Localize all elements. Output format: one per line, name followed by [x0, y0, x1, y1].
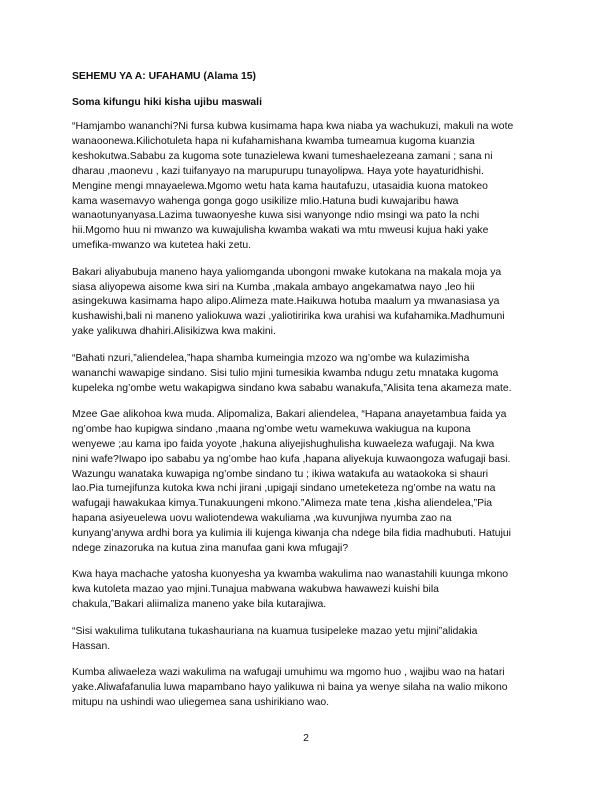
instruction-text: Soma kifungu hiki kisha ujibu maswali — [72, 97, 262, 108]
paragraph-2: Bakari aliyabubuja maneno haya yaliomganda ubongoni mwake kutokana na makala moja ya siasa aliyopewa aisome kwa siri na Kumba ,makala ambayo angekamatwa nayo ,leo hii asingekuwa kasimama hapo alipo.Alimeza mate.Haikuwa hotuba maalum ya mwanasiasa ya kushawishi,bali ni maneno yaliokuwa wazi ,yaliotiririka kwa urahisi wa kufahamika.Madhumuni yake yalikuwa dhahiri.Alisikizwa kwa makini. — [72, 266, 505, 338]
paragraph-5: Kwa haya machache yatosha kuonyesha ya kwamba wakulima nao wanastahili kuunga mkono kwa kutoleta mazao yao mjini.Tunajua mabwana wakubwa hawawezi kuishi bila chakula,”Bakari aliimaliza maneno yake bila kutarajiwa. — [72, 569, 509, 611]
document-page — [72, 70, 544, 722]
page-number: 2 — [303, 733, 309, 744]
paragraph-6: “Sisi wakulima tulikutana tukashauriana na kuamua tusipeleke mazao yetu mjini”alidakia Hassan. — [72, 625, 478, 652]
paragraph-4: Mzee Gae alikohoa kwa muda. Alipomaliza, Bakari aliendelea, “Hapana anayetambua faida ya ng’ombe hao kupigwa sindano ,maana ng’ombe wetu wamekuwa wakiugua na kupona wenyewe ;au kama ipo faida yoyote ,hakuna aliyejishughulisha kuwaeleza wafugaji. Na kwa nini wafe?Iwapo ipo sababu ya ng’ombe hao kufa ,hapana aliyekuja kuwaongoza wafugaji basi. Wazungu wanataka kuwapiga ng’ombe sindano tu ; ikiwa watakufa au wataokoka si shauri lao.Pia tumejifunza kutoka kwa nchi jirani ,upigaji sindano umeteketeza ng’ombe na watu na wafugaji hawakukaa kimya.Tunakuungeni mkono.”Alimeza mate tena ,kisha aliendelea,”Pia hapana asiyeuelewa uovu waliotendewa wakuliama ,wa kuvunjiwa nyumba zao na kunyang’anywa ardhi bora ya kulimia ili kujenga kiwanja cha ndege bila fidia madhubuti. Hatujui ndege zinazoruka na kutua zina manufaa gani kwa mfugaji? — [72, 408, 511, 555]
paragraph-3: “Bahati nzuri,”aliendelea,”hapa shamba kumeingia mzozo wa ng’ombe wa kulazimisha wananchi wawapige sindano. Sisi tulio mjini tumesikia kwamba ndugu zetu mnataka kugoma kupeleka ng’ombe wetu wakapigwa sindano kwa sababu wanakufa,”Alisita tena akameza mate. — [72, 352, 512, 394]
paragraph-7: Kumba aliwaeleza wazi wakulima na wafugaji umuhimu wa mgomo huo , wajibu wao na hatari yake.Aliwafafanulia luwa mapambano hayo yalikuwa ni baina ya wenye silaha na walio mikono mitupu na ushindi wao uliegemea sana ushirikiano wao. — [72, 667, 508, 708]
section-heading: SEHEMU YA A: UFAHAMU (Alama 15) — [72, 71, 256, 82]
paragraph-1: “Hamjambo wananchi?Ni fursa kubwa kusimama hapa kwa niaba ya wachukuzi, makuli na wote wanaoonewa.Kilichotuleta hapa ni kufahamishana kwamba tumeamua kugoma kuanzia keshokutwa.Sababu za kugoma sote tunazielewa kwani tumeshaelezeana zamani ; sana ni dharau ,maonevu , kazi tuifanyayo na marupurupu tunayolipwa. Haya yote hayaturidhishi. Mengine mengi mnayaelewa.Mgomo wetu hata kama hautafuzu, utasaidia kuona matokeo kama wasemavyo wahenga gonga gogo usikilize mlio.Hatuna budi kuwajaribu hawa wanaotunyanyasa.Lazima tuwaonyeshe kuwa sisi wanyonge ndio msingi wa pato la nchi hii.Mgomo huu ni mwanzo wa kuwajulisha kwamba wakati wa mtu mweusi kujua haki yake umefika-mwanzo wa kutetea haki zetu. — [72, 121, 514, 252]
